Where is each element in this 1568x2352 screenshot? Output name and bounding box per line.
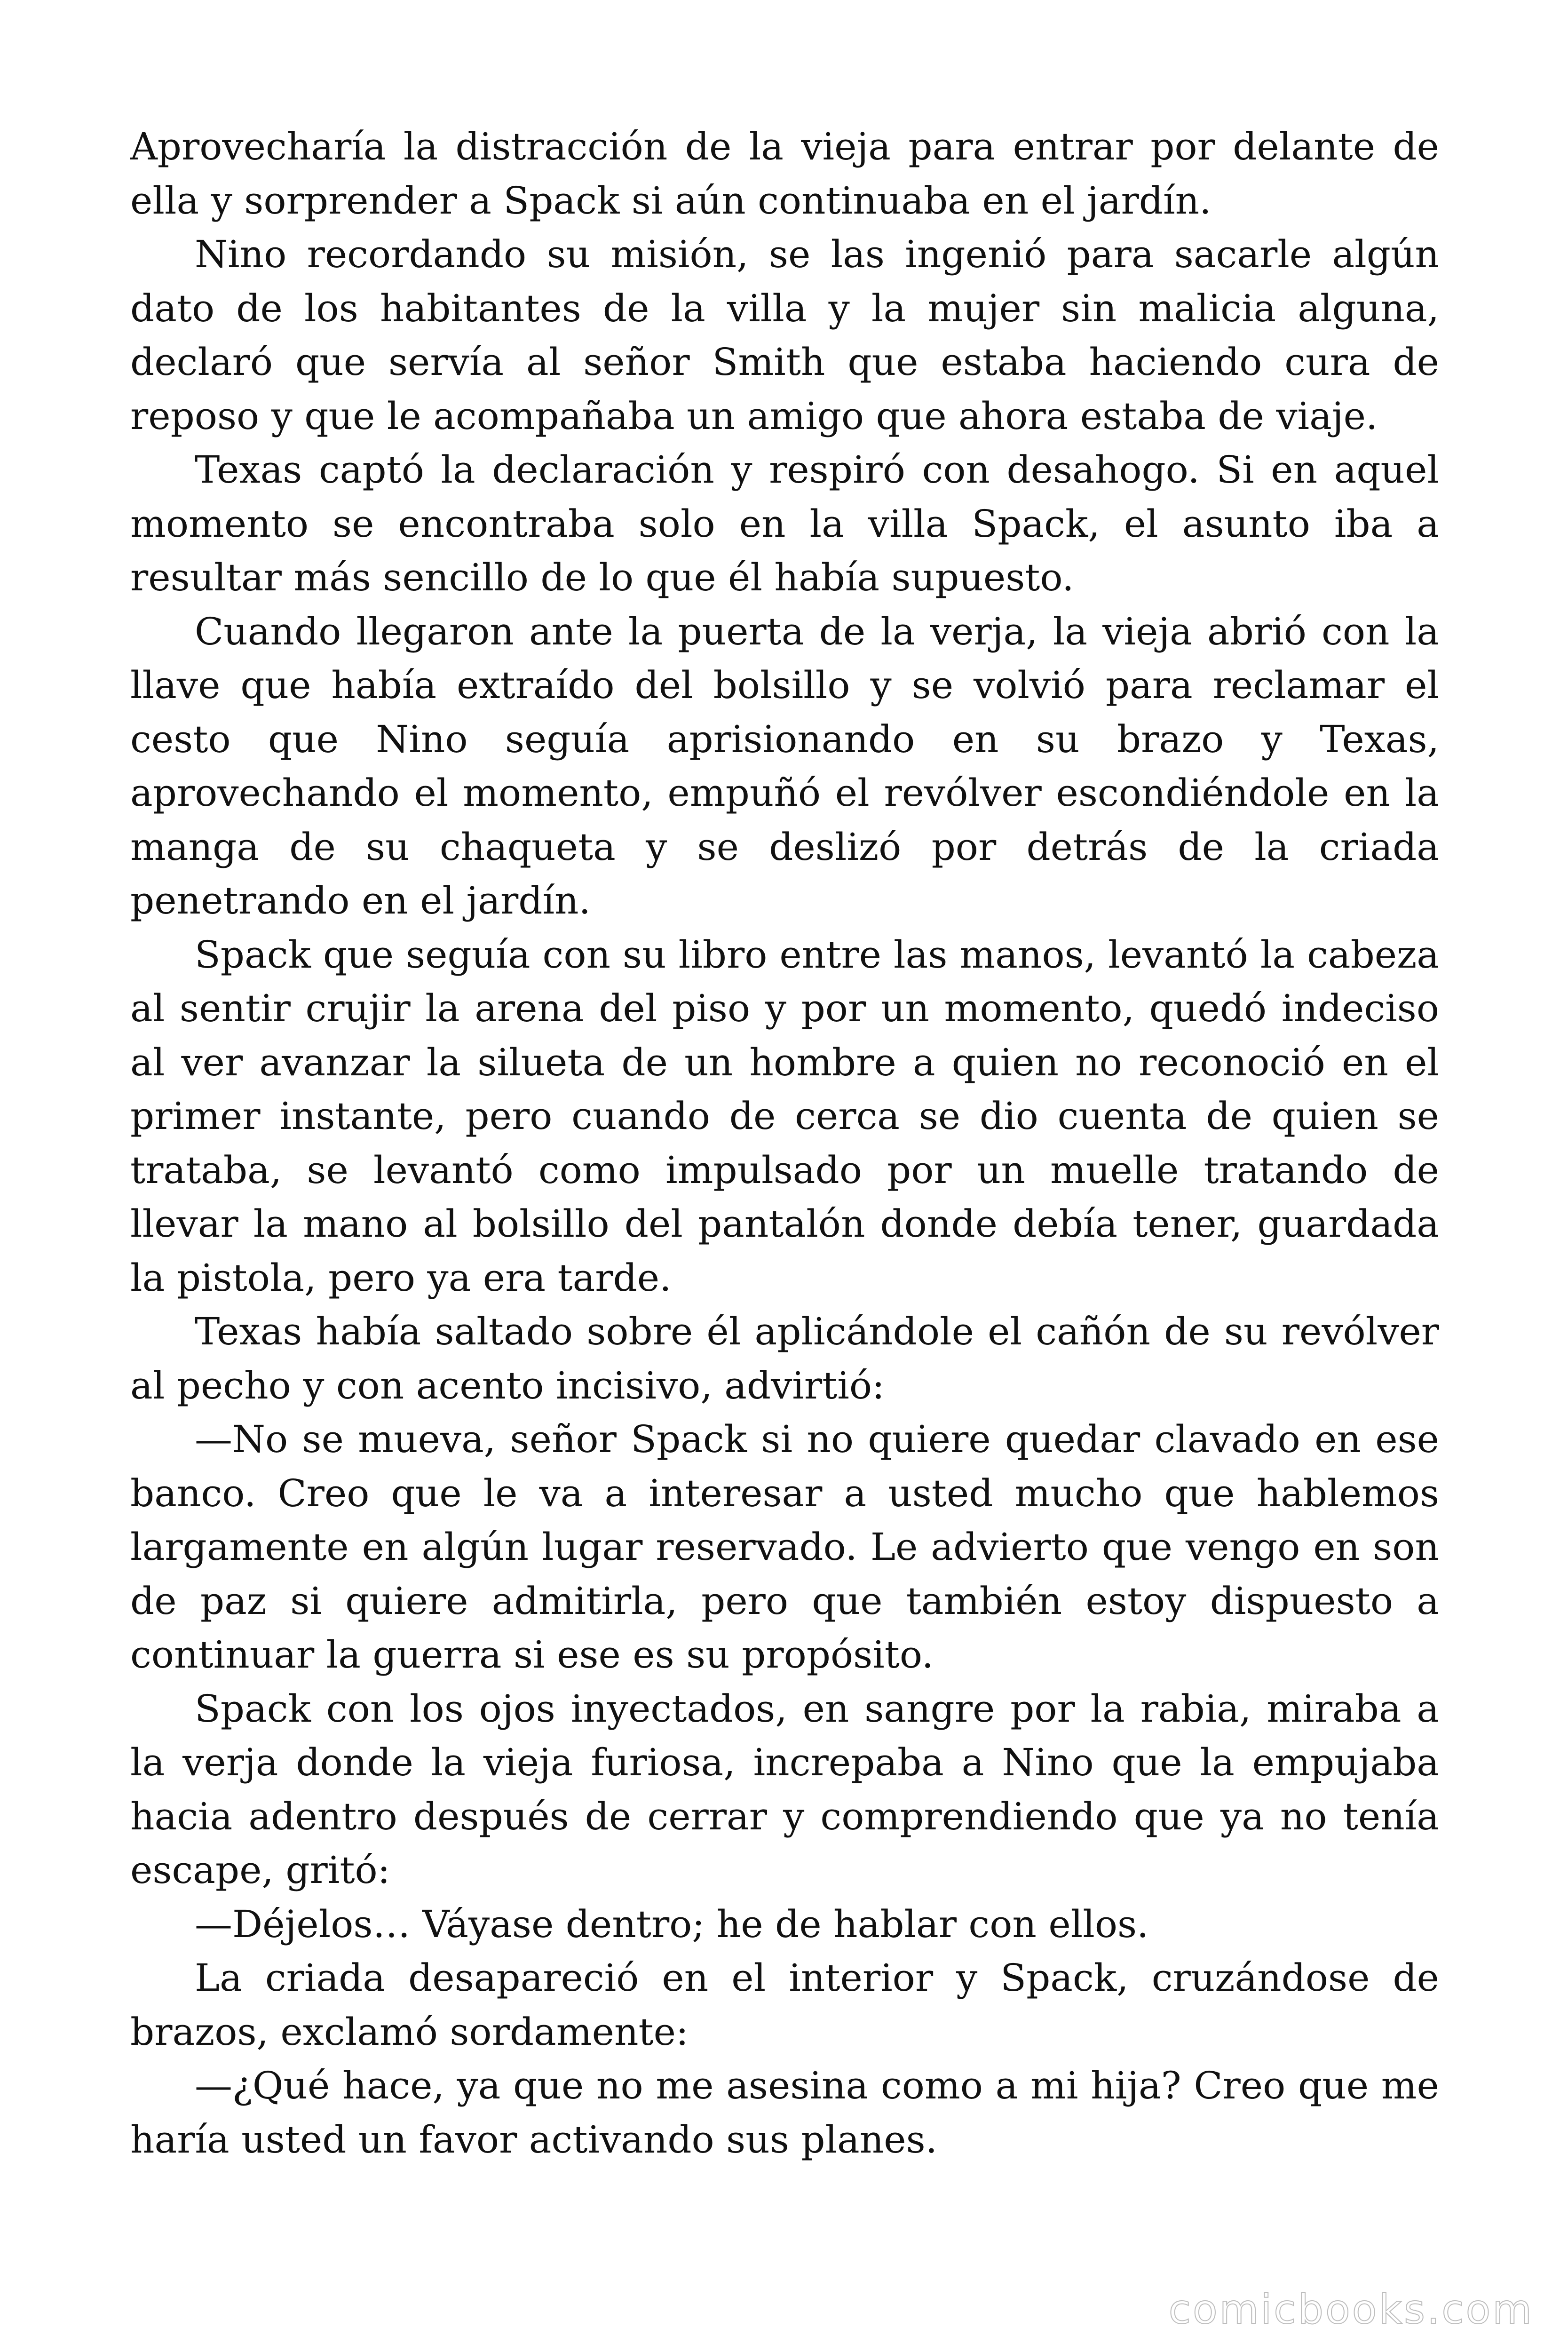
paragraph: —No se mueva, señor Spack si no quiere quedar clavado en ese banco. Creo que le va a interesar a usted mucho que hablemos largamente en algún lugar reservado. Le advierto que vengo en son de paz si quiere admitirla, pero que también estoy dispuesto a continuar la guerra si ese es su propósito. <box>130 1417 1439 1677</box>
paragraph: Nino recordando su misión, se las ingenió para sacarle algún dato de los habitantes de la villa y la mujer sin malicia alguna, declaró que servía al señor Smith que estaba haciendo cura de reposo y que le acompañaba un amigo que ahora estaba de viaje. <box>130 232 1439 438</box>
paragraph: La criada desapareció en el interior y Spack, cruzándose de brazos, exclamó sordamente: <box>130 1956 1439 2054</box>
paragraph: Spack que seguía con su libro entre las manos, levantó la cabeza al sentir crujir la arena del piso y por un momento, quedó indeciso al ver avanzar la silueta de un hombre a quien no reconoció en el primer instante, pero cuando de cerca se dio cuenta de quien se trataba, se levantó como impulsado por un muelle tratando de llevar la mano al bolsillo del pantalón donde debía tener, guardada la pistola, pero ya era tarde. <box>130 932 1439 1300</box>
watermark: comicbooks.com <box>1168 2286 1534 2333</box>
page-body <box>130 120 1439 2167</box>
paragraph: —Déjelos… Váyase dentro; he de hablar con ellos. <box>195 1902 1149 1946</box>
paragraph: Cuando llegaron ante la puerta de la verja, la vieja abrió con la llave que había extraído del bolsillo y se volvió para reclamar el cesto que Nino seguía aprisionando en su brazo y Texas, aprovechando el momento, empuñó el revólver escondiéndole en la manga de su chaqueta y se deslizó por detrás de la criada penetrando en el jardín. <box>130 609 1439 922</box>
paragraph: Texas había saltado sobre él aplicándole el cañón de su revólver al pecho y con acento incisivo, advirtió: <box>130 1310 1439 1407</box>
paragraph: —¿Qué hace, ya que no me asesina como a mi hija? Creo que me haría usted un favor activando sus planes. <box>130 2064 1439 2161</box>
paragraph: Aprovecharía la distracción de la vieja para entrar por delante de ella y sorprender a Spack si aún continuaba en el jardín. <box>130 125 1439 222</box>
paragraph: Texas captó la declaración y respiró con desahogo. Si en aquel momento se encontraba solo en la villa Spack, el asunto iba a resultar más sencillo de lo que él había supuesto. <box>130 448 1439 599</box>
paragraph: Spack con los ojos inyectados, en sangre por la rabia, miraba a la verja donde la vieja furiosa, increpaba a Nino que la empujaba hacia adentro después de cerrar y comprendiendo que ya no tenía escape, gritó: <box>130 1686 1439 1892</box>
